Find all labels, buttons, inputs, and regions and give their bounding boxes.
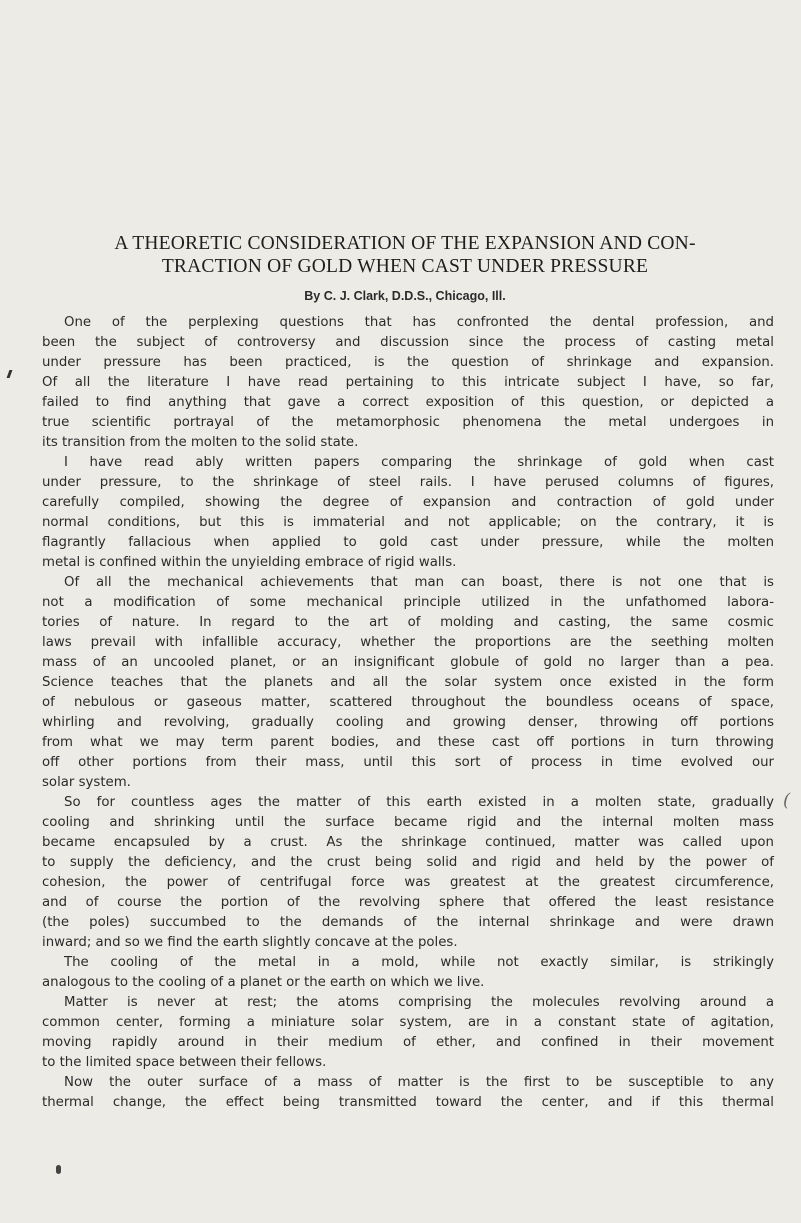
body-line: analogous to the cooling of a planet or the earth on which we live. <box>42 975 485 990</box>
body-line: metal is confined within the unyielding embrace of rigid walls. <box>42 555 457 570</box>
body-line: So for countless ages the matter of this earth existed in a molten state, gradually <box>64 795 774 810</box>
body-line: Of all the literature I have read pertaining to this intricate subject I have, so far, <box>42 375 774 390</box>
body-line: carefully compiled, showing the degree of expansion and contraction of gold under <box>42 495 774 510</box>
title-line-1: A THEORETIC CONSIDERATION OF THE EXPANSION AND CON- <box>114 233 696 254</box>
body-line: Science teaches that the planets and all the solar system once existed in the form <box>42 675 774 690</box>
body-line: Matter is never at rest; the atoms comprising the molecules revolving around a <box>64 995 774 1010</box>
body-line: been the subject of controversy and discussion since the process of casting metal <box>42 335 774 350</box>
body-line: One of the perplexing questions that has confronted the dental profession, and <box>64 315 774 330</box>
body-line: Of all the mechanical achievements that man can boast, there is not one that is <box>64 575 774 590</box>
body-line: its transition from the molten to the solid state. <box>42 435 359 450</box>
body-line: (the poles) succumbed to the demands of the internal shrinkage and were drawn <box>42 915 774 930</box>
body-line: moving rapidly around in their medium of ether, and confined in their movement <box>42 1035 774 1050</box>
body-line: true scientific portrayal of the metamorphosic phenomena the metal undergoes in <box>42 415 774 430</box>
author-byline: By C. J. Clark, D.D.S., Chicago, Ill. <box>304 289 506 303</box>
body-line: became encapsuled by a crust. As the shrinkage continued, matter was called upon <box>42 835 774 850</box>
margin-tick-mark <box>7 370 13 378</box>
body-line: inward; and so we find the earth slightly concave at the poles. <box>42 935 458 950</box>
body-line: failed to find anything that gave a correct exposition of this question, or depicted a <box>42 395 774 410</box>
body-line: tories of nature. In regard to the art of molding and casting, the same cosmic <box>42 615 774 630</box>
article-title <box>40 232 770 278</box>
body-line: to supply the deficiency, and the crust being solid and rigid and held by the power of <box>42 855 774 870</box>
margin-bracket-mark: ( <box>780 790 793 811</box>
ink-spot <box>56 1165 61 1174</box>
body-line: of nebulous or gaseous matter, scattered throughout the boundless oceans of space, <box>42 695 774 710</box>
body-line: Now the outer surface of a mass of matter is the first to be susceptible to any <box>64 1075 774 1090</box>
body-line: not a modification of some mechanical principle utilized in the unfathomed labora- <box>42 595 774 610</box>
body-line: whirling and revolving, gradually cooling and growing denser, throwing off portions <box>42 715 774 730</box>
body-line: and of course the portion of the revolving sphere that offered the least resistance <box>42 895 774 910</box>
body-line: I have read ably written papers comparing the shrinkage of gold when cast <box>64 455 774 470</box>
article-body <box>42 313 774 1113</box>
body-line: solar system. <box>42 775 131 790</box>
body-line: thermal change, the effect being transmitted toward the center, and if this thermal <box>42 1095 774 1110</box>
body-line: under pressure, to the shrinkage of steel rails. I have perused columns of figures, <box>42 475 774 490</box>
body-line: cohesion, the power of centrifugal force was greatest at the greatest circumference, <box>42 875 774 890</box>
body-line: from what we may term parent bodies, and these cast off portions in turn throwing <box>42 735 774 750</box>
body-line: flagrantly fallacious when applied to gold cast under pressure, while the molten <box>42 535 774 550</box>
body-line: laws prevail with infallible accuracy, whether the proportions are the seething molten <box>42 635 774 650</box>
body-line: to the limited space between their fellows. <box>42 1055 327 1070</box>
body-line: mass of an uncooled planet, or an insignificant globule of gold no larger than a pea. <box>42 655 774 670</box>
body-line: under pressure has been practiced, is the question of shrinkage and expansion. <box>42 355 774 370</box>
body-line: The cooling of the metal in a mold, while not exactly similar, is strikingly <box>64 955 774 970</box>
body-line: normal conditions, but this is immaterial and not applicable; on the contrary, it is <box>42 515 774 530</box>
title-line-2: TRACTION OF GOLD WHEN CAST UNDER PRESSURE <box>161 256 649 277</box>
body-line: common center, forming a miniature solar system, are in a constant state of agitation, <box>42 1015 774 1030</box>
body-line: cooling and shrinking until the surface became rigid and the internal molten mass <box>42 815 774 830</box>
body-line: off other portions from their mass, until this sort of process in time evolved our <box>42 755 774 770</box>
